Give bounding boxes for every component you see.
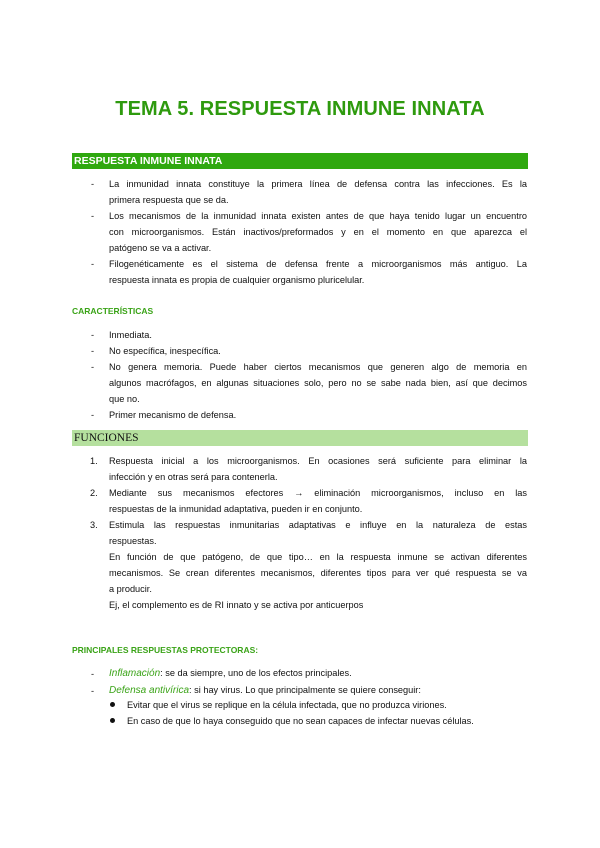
text-line: No específica, inespecífica.: [109, 346, 221, 356]
term-text: : se da siempre, uno de los efectos principales.: [160, 668, 352, 678]
term-text: : si hay virus. Lo que principalmente se quiere conseguir:: [189, 685, 421, 695]
text-line: [109, 684, 421, 697]
text-line: Ej, el complemento es de RI innato y se activa por anticuerpos: [109, 600, 364, 610]
bullet-dash: -: [91, 362, 95, 372]
text-line: respuestas.: [109, 536, 157, 546]
text-line: a producir.: [109, 584, 152, 594]
text-line: mecanismos. Se crean diferentes mecanismos, diferentes tipos para ver qué respuesta se va: [109, 568, 527, 578]
list-number: 2.: [90, 488, 98, 498]
bullet-dash: -: [91, 410, 95, 420]
text-line: algunos macrófagos, en algunas situaciones solo, pero no se sabe nada bien, así que decimos: [109, 378, 527, 388]
term-defensa-antivirica: Defensa antivírica: [109, 685, 190, 696]
subheading-protectoras: PRINCIPALES RESPUESTAS PROTECTORAS:: [72, 645, 259, 655]
page-title: TEMA 5. RESPUESTA INMUNE INNATA: [115, 98, 485, 120]
bullet-dash: -: [91, 211, 95, 221]
text-line: Inmediata.: [109, 330, 152, 340]
section-heading-funciones: FUNCIONES: [72, 430, 528, 446]
bullet-dash: -: [91, 669, 95, 679]
text-line: Mediante sus mecanismos efectores → eliminación microorganismos, incluso en las: [109, 488, 527, 498]
bullet-dash: -: [91, 330, 95, 340]
bullet-dash: -: [91, 259, 95, 269]
text-line: con microorganismos. Están inactivos/preformados y en el momento en que aparezca el: [109, 227, 527, 237]
bullet-dash: -: [91, 686, 95, 696]
text-line: patógeno se va a activar.: [109, 243, 212, 253]
text-line: La inmunidad innata constituye la primera línea de defensa contra las infecciones. Es la: [109, 179, 527, 189]
text-line: [109, 667, 352, 680]
text-line: En caso de que lo haya conseguido que no sean capaces de infectar nuevas células.: [127, 716, 474, 726]
text-line: En función de que patógeno, de que tipo… en la respuesta inmune se activan diferentes: [109, 552, 527, 562]
text-line: Filogenéticamente es el sistema de defensa frente a microorganismos más antiguo. La: [109, 259, 527, 269]
text-line: respuesta innata es propia de cualquier organismo pluricelular.: [109, 275, 365, 285]
term-inflamacion: Inflamación: [109, 668, 161, 679]
subheading-caracteristicas: CARACTERÍSTICAS: [72, 306, 154, 316]
text-line: Respuesta inicial a los microorganismos. En ocasiones será suficiente para eliminar la: [109, 456, 527, 466]
text-line: que no.: [109, 394, 140, 404]
text-line: Estimula las respuestas inmunitarias adaptativas e influye en la naturaleza de estas: [109, 520, 527, 530]
text-line: No genera memoria. Puede haber ciertos mecanismos que generen algo de memoria en: [109, 362, 527, 372]
bullet-dot: [110, 718, 115, 723]
text-line: Los mecanismos de la inmunidad innata existen antes de que haya tenido lugar un encuentro: [109, 211, 527, 221]
bullet-dash: -: [91, 179, 95, 189]
section-heading-respuesta: RESPUESTA INMUNE INNATA: [72, 153, 528, 169]
text-line: infección y en otras será para contenerla.: [109, 472, 278, 482]
list-number: 3.: [90, 520, 98, 530]
text-line: primera respuesta que se da.: [109, 195, 229, 205]
list-number: 1.: [90, 456, 98, 466]
text-line: Evitar que el virus se replique en la célula infectada, que no produzca viriones.: [127, 700, 447, 710]
text-line: Primer mecanismo de defensa.: [109, 410, 237, 420]
text-line: respuestas de la inmunidad adaptativa, pueden ir en conjunto.: [109, 504, 363, 514]
bullet-dot: [110, 702, 115, 707]
bullet-dash: -: [91, 346, 95, 356]
